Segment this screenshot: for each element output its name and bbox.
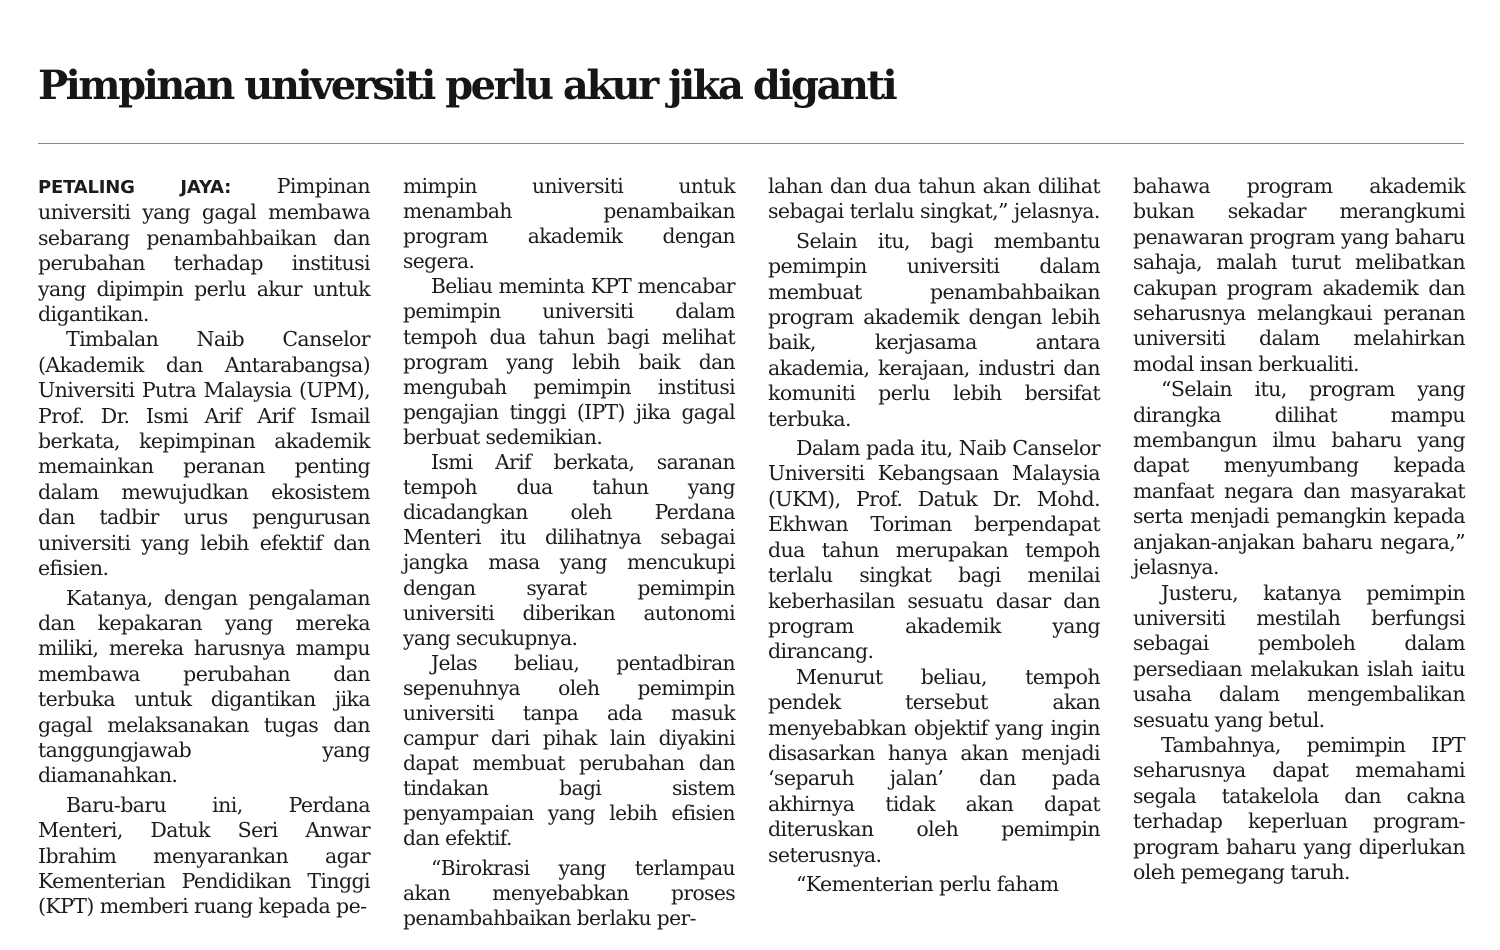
article-column-4 xyxy=(1133,174,1465,885)
paragraph: bahawa program akademik bukan sekadar merangkumi penawaran program yang baharu sahaja, malah turut melibatkan cakupan program akademik dan seharusnya melangkaui peranan universiti dalam melahirkan modal insan berkualiti. xyxy=(1133,174,1465,376)
paragraph: Tambahnya, pemimpin IPT seharusnya dapat memahami segala tatakelola dan cakna terhadap keperluan program-program baharu yang diperlukan oleh pemegang taruh. xyxy=(1133,732,1465,884)
paragraph: Baru-baru ini, Perdana Menteri, Datuk Seri Anwar Ibrahim menyarankan agar Kementerian Pendidikan Tinggi (KPT) memberi ruang kepada pe- xyxy=(38,792,370,919)
paragraph: Dalam pada itu, Naib Canselor Universiti Kebangsaan Malaysia (UKM), Prof. Datuk Dr. Mohd. Ekhwan Toriman berpendapat dua tahun merupakan tempoh terlalu singkat bagi menilai keberhasilan sesuatu dasar dan program akademik yang dirancang. xyxy=(768,436,1100,664)
paragraph: mimpin universiti untuk menambah penambaikan program akademik dengan segera. xyxy=(403,174,735,274)
paragraph: “Birokrasi yang terlampau akan menyebabkan proses penambahbaikan berlaku per- xyxy=(403,855,735,930)
headline: Pimpinan universiti perlu akur jika diganti xyxy=(38,62,896,109)
paragraph: “Kementerian perlu faham xyxy=(796,871,1059,896)
article-column-2 xyxy=(403,174,735,931)
paragraph-text: Pimpinan universiti yang gagal membawa sebarang penambahbaikan dan perubahan terhadap institusi yang dipimpin perlu akur untuk digantikan. xyxy=(38,174,371,327)
paragraph: Ismi Arif berkata, saranan tempoh dua tahun yang dicadangkan oleh Perdana Menteri itu dilihatnya sebagai jangka masa yang mencukupi dengan syarat pemimpin universiti diberikan autonomi yang secukupnya. xyxy=(403,450,735,650)
paragraph: Selain itu, bagi membantu pemimpin universiti dalam membuat penambahbaikan program akademik dengan lebih baik, kerjasama antara akademia, kerajaan, industri dan komuniti perlu lebih bersifat terbuka. xyxy=(768,228,1100,431)
paragraph: lahan dan dua tahun akan dilihat sebagai terlalu singkat,” jelasnya. xyxy=(768,174,1100,224)
paragraph xyxy=(38,174,370,327)
article-column-3 xyxy=(768,174,1100,897)
paragraph: Katanya, dengan pengalaman dan kepakaran yang mereka miliki, mereka harusnya mampu membawa perubahan dan terbuka untuk digantikan jika gagal melaksanakan tugas dan tanggungjawab yang diamanahkan. xyxy=(38,585,370,788)
article-column-1 xyxy=(38,174,370,920)
paragraph: Justeru, katanya pemimpin universiti mestilah berfungsi sebagai pemboleh dalam persediaan melakukan islah iaitu usaha dalam mengembalikan sesuatu yang betul. xyxy=(1133,580,1465,732)
paragraph: Menurut beliau, tempoh pendek tersebut akan menyebabkan objektif yang ingin disasarkan hanya akan menjadi ‘separuh jalan’ dan pada akhirnya tidak akan dapat diteruskan oleh pemimpin seterusnya. xyxy=(768,664,1100,867)
paragraph: Timbalan Naib Canselor (Akademik dan Antarabangsa) Universiti Putra Malaysia (UPM), Prof. Dr. Ismi Arif Arif Ismail berkata, kepimpinan akademik memainkan peranan penting dalam mewujudkan ekosistem dan tadbir urus pengurusan universiti yang lebih efektif dan efisien. xyxy=(38,327,370,581)
paragraph: “Selain itu, program yang dirangka dilihat mampu membangun ilmu baharu yang dapat menyumbang kepada manfaat negara dan masyarakat serta menjadi pemangkin kepada anjakan-anjakan baharu negara,” jelasnya. xyxy=(1133,377,1465,580)
paragraph: Beliau meminta KPT mencabar pemimpin universiti dalam tempoh dua tahun bagi melihat program yang lebih baik dan mengubah pemimpin institusi pengajian tinggi (IPT) jika gagal berbuat sedemikian. xyxy=(403,274,735,449)
dateline: PETALING JAYA: xyxy=(38,177,232,198)
headline-rule xyxy=(38,143,1464,144)
paragraph: Jelas beliau, pentadbiran sepenuhnya oleh pemimpin universiti tanpa ada masuk campur dari pihak lain diyakini dapat membuat perubahan dan tindakan bagi sistem penyampaian yang lebih efisien dan efektif. xyxy=(403,650,735,851)
